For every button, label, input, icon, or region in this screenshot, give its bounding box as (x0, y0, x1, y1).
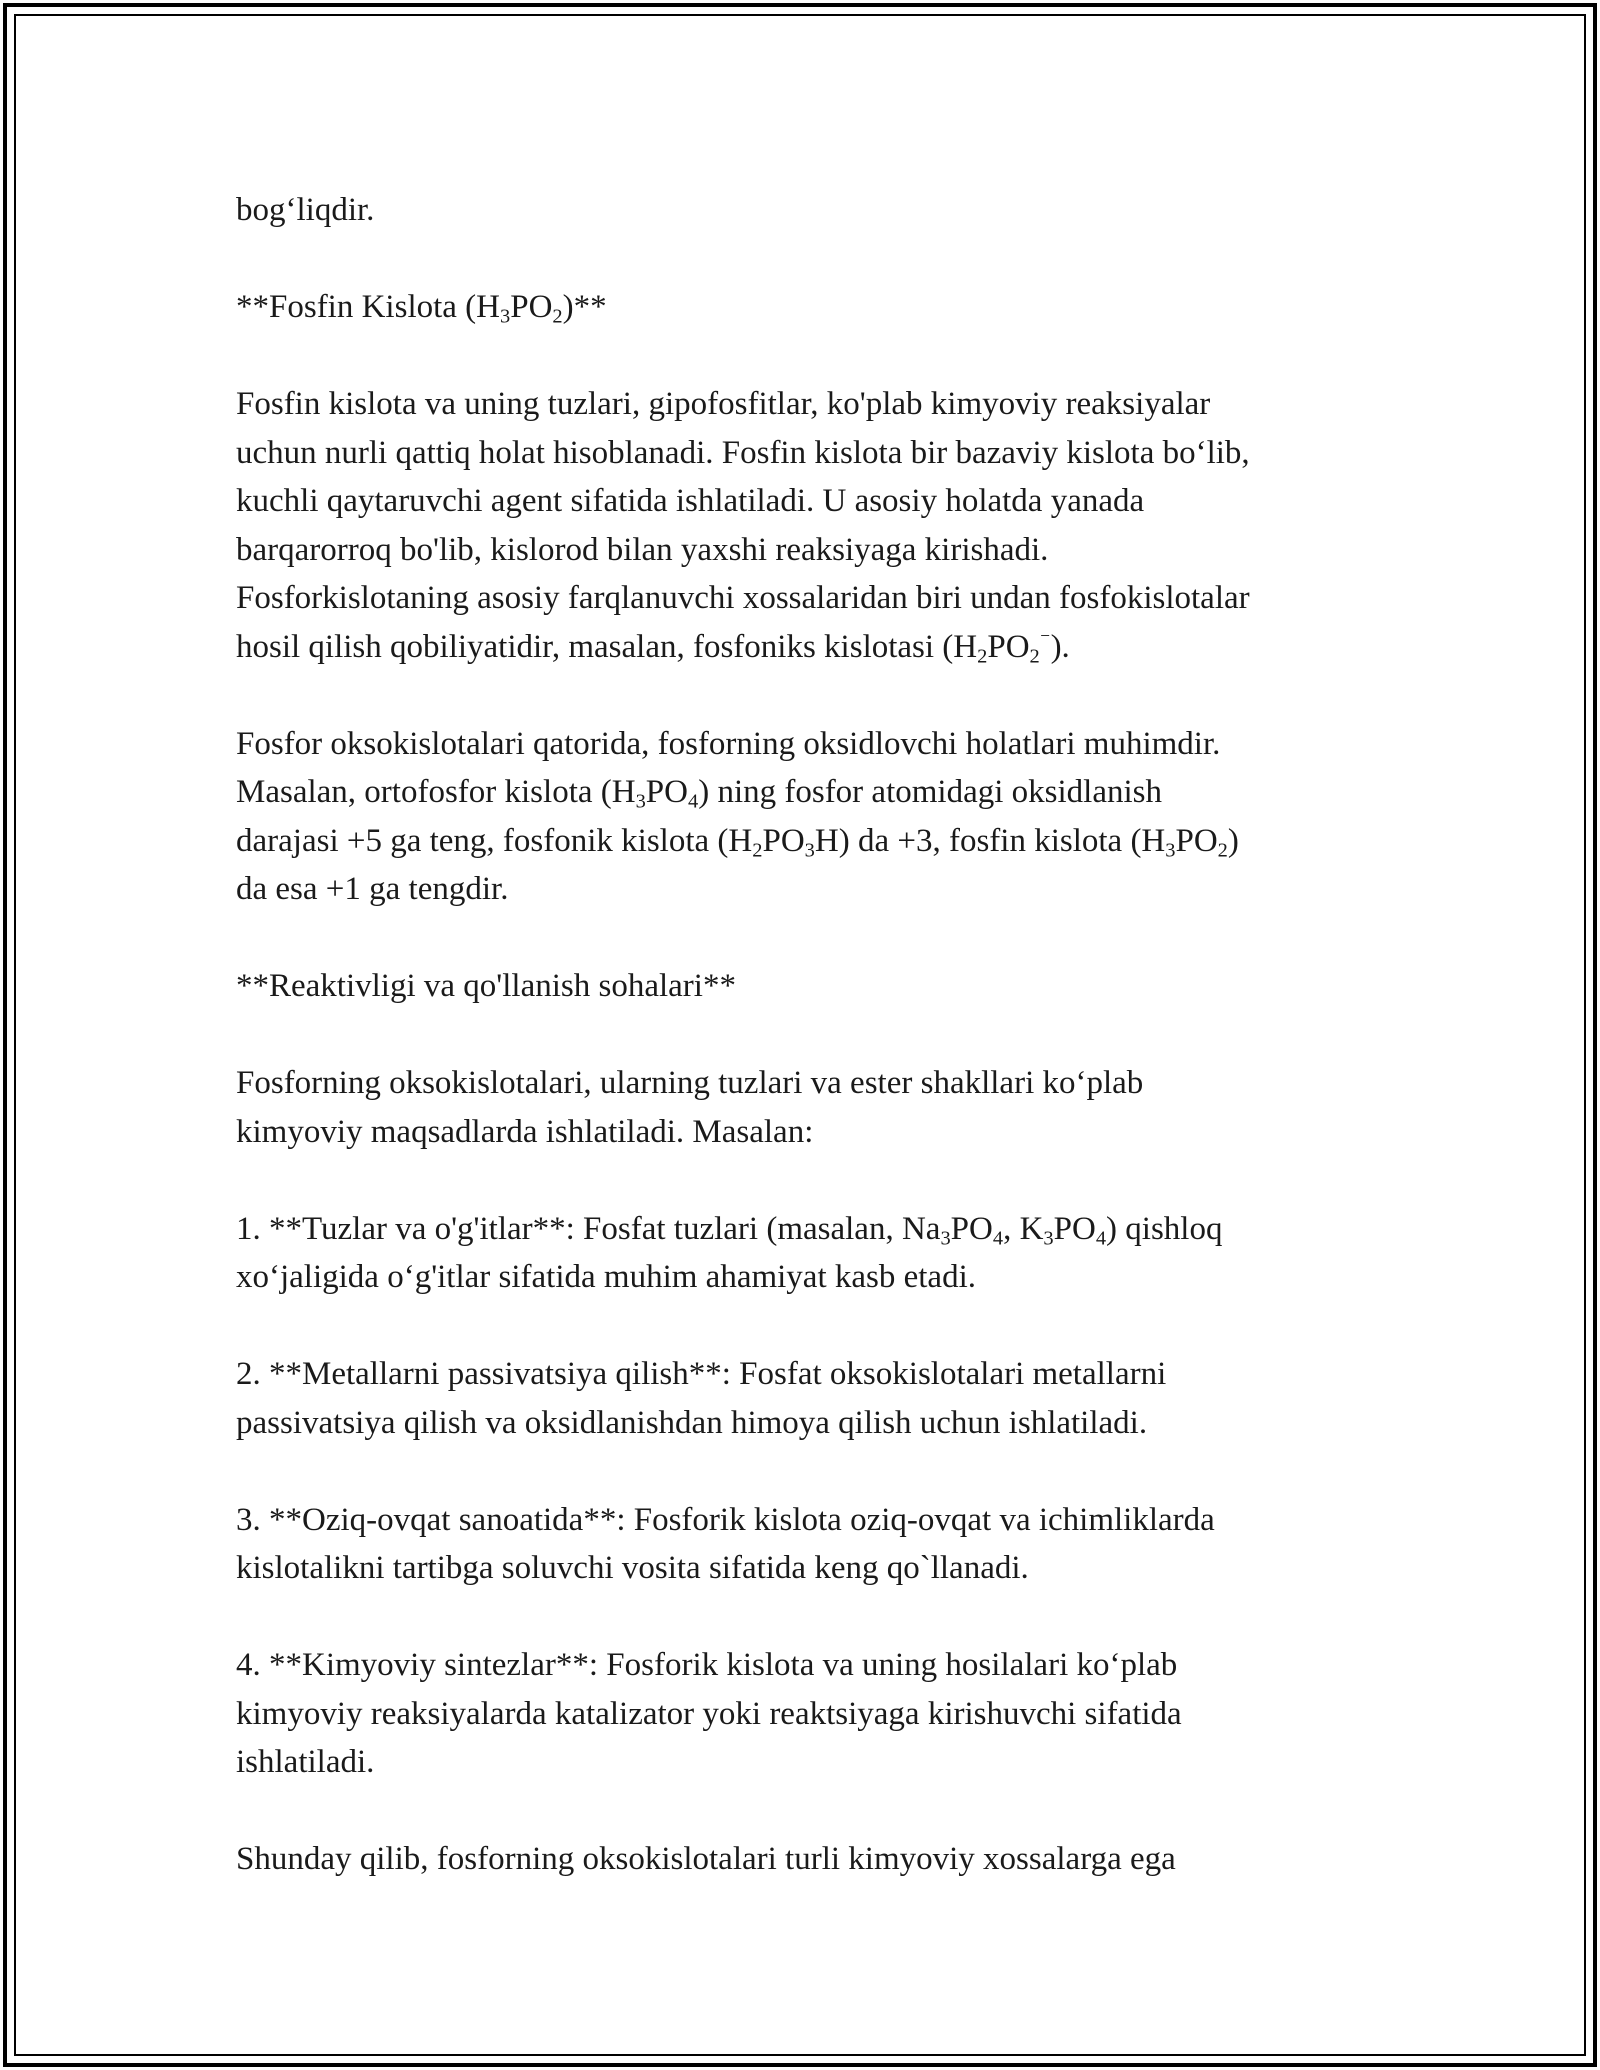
subscript: 3 (804, 839, 815, 862)
text-segment: Fosfin kislota va uning tuzlari, gipofosfitlar, ko'plab kimyoviy reaksiyalar (236, 386, 1211, 422)
text-segment: bog‘liqdir. (236, 192, 375, 228)
paragraph (236, 1835, 1386, 1884)
paragraph (236, 380, 1386, 671)
text-line (236, 380, 1386, 429)
text-segment: 3. **Oziq-ovqat sanoatida**: Fosforik kislota oziq-ovqat va ichimliklarda (236, 1501, 1215, 1538)
text-line (236, 768, 1386, 817)
text-segment: Fosforkislotaning asosiy farqlanuvchi xossalaridan biri undan fosfokislotalar (236, 580, 1250, 616)
paragraph (236, 1205, 1386, 1302)
text-segment: PO (987, 628, 1030, 665)
subscript: 2 (752, 839, 763, 862)
text-line (236, 1690, 1386, 1739)
text-segment: )** (562, 289, 607, 325)
text-segment: Fosforning oksokislotalari, ularning tuzlari va ester shakllari ko‘plab (236, 1065, 1144, 1101)
text-line (236, 865, 1386, 914)
text-segment: ) (1227, 822, 1239, 859)
text-segment: PO (950, 1210, 993, 1247)
text-segment: kimyoviy maqsadlarda ishlatiladi. Masalan: (236, 1113, 814, 1150)
text-line (236, 1641, 1386, 1690)
paragraph (236, 720, 1386, 914)
text-line (236, 1738, 1386, 1787)
text-segment: kuchli qaytaruvchi agent sifatida ishlatiladi. U asosiy holatda yanada (236, 483, 1145, 519)
subscript: 3 (635, 790, 646, 813)
text-line (236, 1496, 1386, 1545)
text-segment: H) da +3, fosfin kislota (H (814, 822, 1166, 859)
text-segment: ishlatiladi. (236, 1744, 375, 1780)
subscript: 3 (1165, 839, 1176, 862)
text-line (236, 1350, 1386, 1399)
text-line (236, 1205, 1386, 1254)
subscript: 2 (977, 645, 988, 668)
text-segment: PO (1053, 1210, 1096, 1247)
text-segment: barqarorroq bo'lib, kislorod bilan yaxshi reaksiyaga kirishadi. (236, 531, 1049, 568)
paragraph (236, 186, 1386, 235)
paragraph (236, 962, 1386, 1011)
text-segment: PO (510, 289, 553, 325)
text-segment: passivatsiya qilish va oksidlanishdan himoya qilish uchun ishlatiladi. (236, 1404, 1148, 1441)
text-line (236, 1544, 1386, 1593)
text-line (236, 1059, 1386, 1108)
text-segment: kimyoviy reaksiyalarda katalizator yoki reaktsiyaga kirishuvchi sifatida (236, 1695, 1182, 1732)
text-segment: 1. **Tuzlar va o'g'itlar**: Fosfat tuzlari (masalan, Na (236, 1210, 941, 1247)
subscript: 2 (1217, 839, 1228, 862)
text-segment: hosil qilish qobiliyatidir, masalan, fosfoniks kislotasi (H (236, 628, 978, 665)
text-line (236, 1108, 1386, 1157)
paragraph (236, 283, 1386, 332)
text-line (236, 526, 1386, 575)
text-line (236, 574, 1386, 623)
subscript: 4 (687, 790, 699, 813)
text-segment: kislotalikni tartibga soluvchi vosita sifatida keng qo`llanadi. (236, 1550, 1029, 1586)
text-segment: 2. **Metallarni passivatsiya qilish**: Fosfat oksokislotalari metallarni (236, 1356, 1167, 1392)
subscript: 3 (940, 1227, 951, 1250)
paragraph (236, 1496, 1386, 1593)
subscript: 2 (552, 305, 563, 328)
subscript: 4 (1095, 1227, 1107, 1250)
text-segment: Fosfor oksokislotalari qatorida, fosforning oksidlovchi holatlari muhimdir. (236, 725, 1221, 762)
text-line (236, 1399, 1386, 1448)
text-segment: Masalan, ortofosfor kislota (H (236, 774, 636, 810)
superscript: ⁻ (1039, 628, 1051, 651)
text-line (236, 186, 1386, 235)
subscript: 3 (500, 305, 511, 328)
subscript: 2 (1029, 645, 1040, 668)
document-body (236, 186, 1386, 1932)
text-segment: da esa +1 ga tengdir. (236, 871, 509, 907)
paragraph (236, 1641, 1386, 1787)
text-line (236, 720, 1386, 769)
text-line (236, 283, 1386, 332)
subscript: 4 (992, 1227, 1004, 1250)
text-line (236, 429, 1386, 478)
text-segment: uchun nurli qattiq holat hisoblanadi. Fosfin kislota bir bazaviy kislota bo‘lib, (236, 434, 1250, 471)
text-segment: darajasi +5 ga teng, fosfonik kislota (H (236, 822, 753, 859)
text-segment: **Reaktivligi va qo'llanish sohalari** (236, 968, 736, 1004)
text-segment: ) ning fosfor atomidagi oksidlanish (698, 774, 1162, 810)
text-segment: xo‘jaligida o‘g'itlar sifatida muhim ahamiyat kasb etadi. (236, 1259, 976, 1295)
text-line (236, 477, 1386, 526)
text-segment: PO (762, 822, 805, 859)
text-line (236, 817, 1386, 866)
text-segment: Shunday qilib, fosforning oksokislotalari turli kimyoviy xossalarga ega (236, 1841, 1176, 1877)
text-segment: PO (645, 774, 688, 810)
text-segment: , K (1003, 1210, 1044, 1247)
paragraph (236, 1059, 1386, 1156)
subscript: 3 (1043, 1227, 1054, 1250)
text-line (236, 623, 1386, 672)
text-segment: PO (1175, 822, 1218, 859)
text-segment: ). (1050, 628, 1070, 665)
text-segment: ) qishloq (1106, 1210, 1223, 1247)
text-segment: 4. **Kimyoviy sintezlar**: Fosforik kislota va uning hosilalari ko‘plab (236, 1647, 1178, 1683)
paragraph (236, 1350, 1386, 1447)
text-line (236, 1253, 1386, 1302)
text-line (236, 1835, 1386, 1884)
text-segment: **Fosfin Kislota (H (236, 289, 500, 325)
text-line (236, 962, 1386, 1011)
